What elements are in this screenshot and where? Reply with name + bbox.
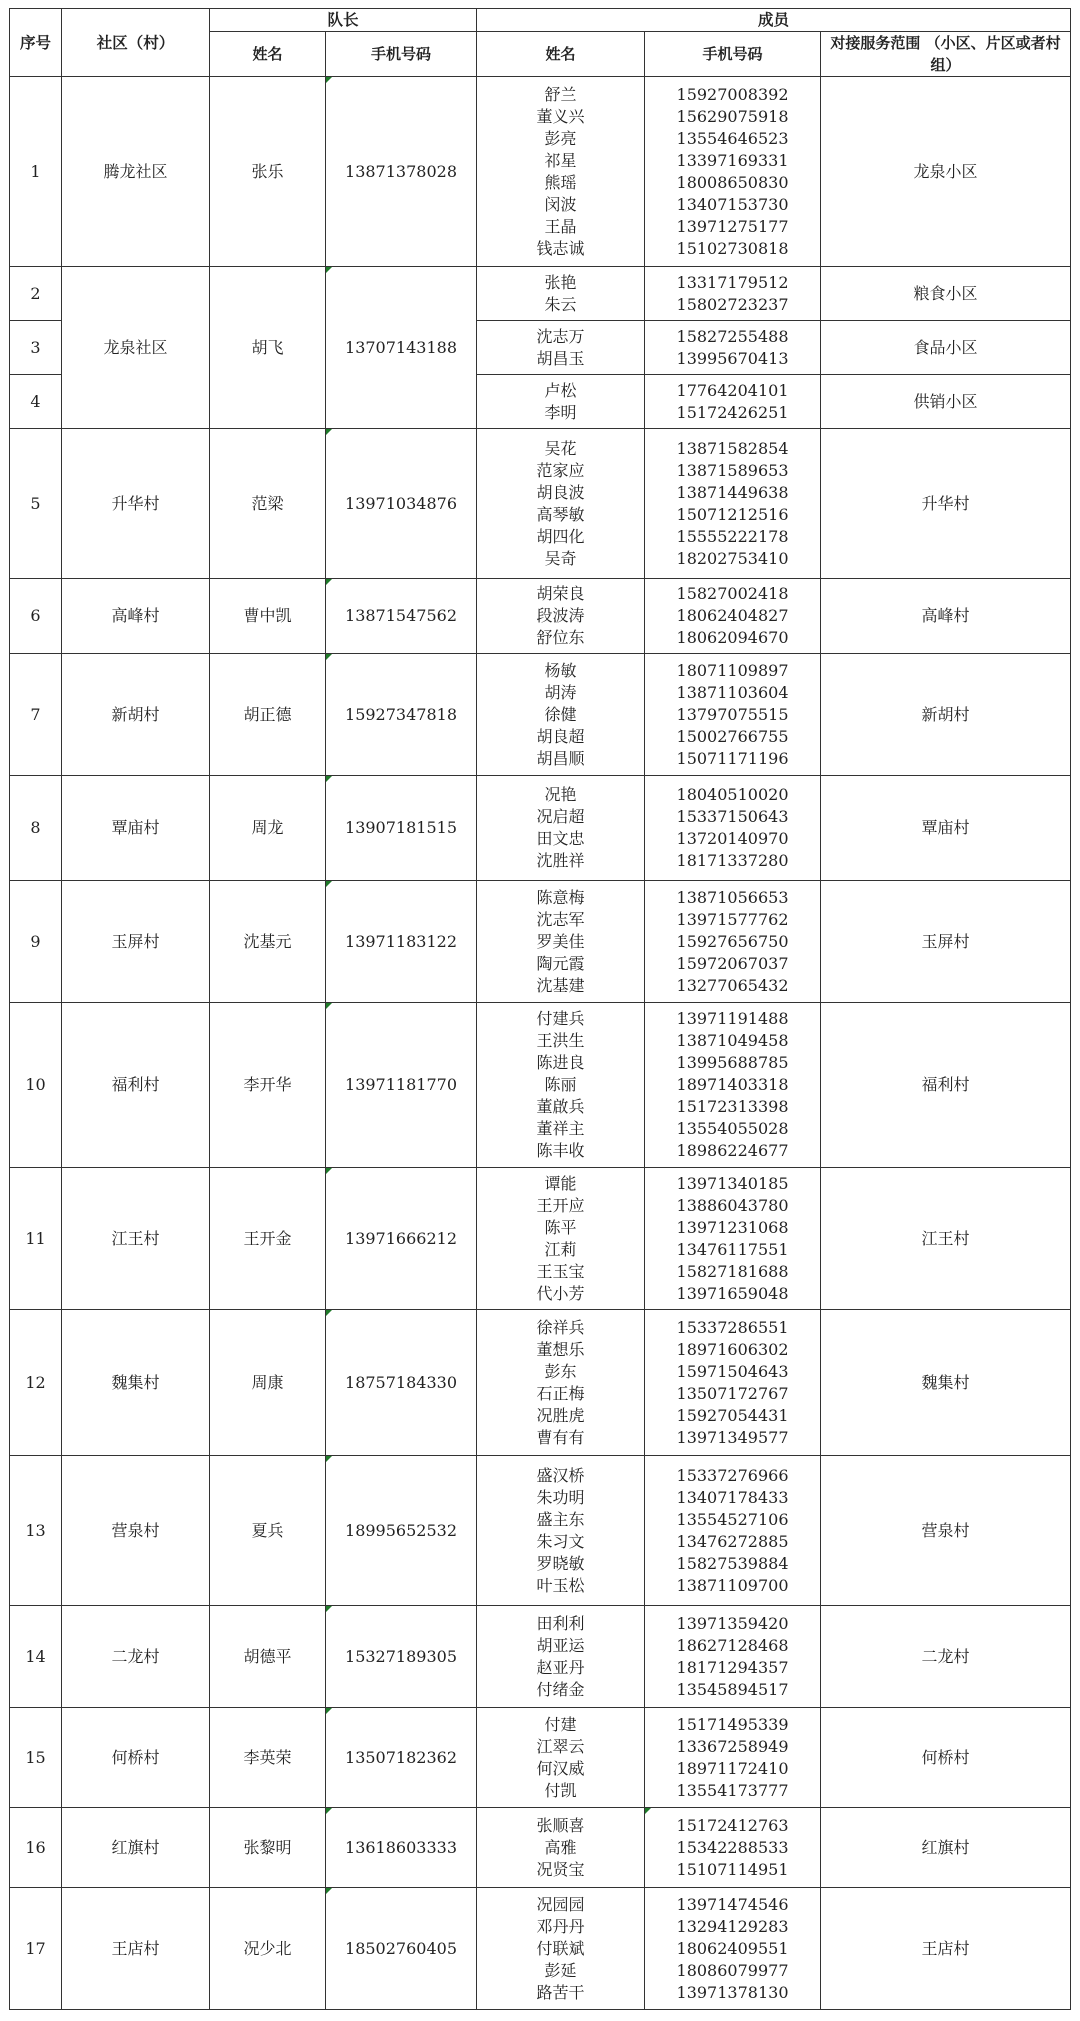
community-name: 红旗村: [62, 1808, 210, 1888]
member-phone: 13995670413: [676, 348, 789, 368]
member-phone: 13871103604: [676, 682, 789, 702]
member-name: 叶玉松: [536, 1575, 585, 1595]
header-seq: 序号: [10, 9, 62, 77]
service-range: 二龙村: [821, 1606, 1071, 1708]
member-phones: [645, 375, 821, 429]
member-name: 沈基建: [536, 975, 585, 995]
member-phone: 18040510020: [676, 785, 789, 804]
member-phone: 18171337280: [676, 851, 789, 870]
member-name: 付建兵: [536, 1009, 585, 1028]
member-phone: 13397169331: [676, 150, 789, 170]
member-phones: [645, 654, 821, 776]
service-range: 魏集村: [821, 1310, 1071, 1456]
member-name: 胡亚运: [536, 1635, 585, 1655]
service-range: 营泉村: [821, 1456, 1071, 1606]
member-name: 舒兰: [544, 84, 577, 104]
service-range: 覃庙村: [821, 776, 1071, 881]
member-names: [477, 429, 645, 579]
member-phone: 15071212516: [676, 504, 789, 524]
member-name: 陶元霞: [536, 953, 585, 973]
table-row: [10, 579, 1071, 654]
member-phone: 15827255488: [676, 326, 789, 346]
member-phone: 13797075515: [676, 704, 789, 724]
member-phone: 18202753410: [676, 548, 789, 568]
member-name: 吴花: [544, 438, 577, 458]
member-name: 江莉: [544, 1239, 577, 1259]
member-phones: [645, 1888, 821, 2010]
member-phones: [645, 1310, 821, 1456]
leader-phone: 15927347818: [326, 654, 477, 776]
leader-name: 胡德平: [210, 1606, 326, 1708]
member-names: [477, 267, 645, 321]
member-name: 董义兴: [536, 106, 585, 126]
leader-name: 况少北: [210, 1888, 326, 2010]
member-name: 陈意梅: [536, 887, 585, 907]
member-phone: 13554527106: [676, 1509, 789, 1529]
row-seq: 8: [10, 776, 62, 881]
community-name: 王店村: [62, 1888, 210, 2010]
member-names: [477, 1456, 645, 1606]
member-phones: [645, 429, 821, 579]
community-name: 升华村: [62, 429, 210, 579]
member-name: 王开应: [536, 1195, 585, 1215]
leader-name: 李英荣: [210, 1708, 326, 1808]
table-row: [10, 1708, 1071, 1808]
member-phone: 15002766755: [676, 726, 789, 746]
member-name: 卢松: [544, 380, 577, 400]
table-row: [10, 654, 1071, 776]
member-phone: 15337150643: [676, 807, 789, 826]
member-name: 高雅: [544, 1837, 577, 1857]
member-phone: 13886043780: [676, 1195, 789, 1215]
member-phone: 13871056653: [676, 887, 789, 907]
member-phone: 13545894517: [676, 1679, 789, 1699]
member-phone: 15629075918: [676, 106, 789, 126]
table-row: [10, 1808, 1071, 1888]
member-name: 谭能: [544, 1173, 577, 1193]
community-name: 江王村: [62, 1168, 210, 1310]
member-phone: 15802723237: [676, 294, 789, 314]
member-name: 范家应: [536, 460, 585, 480]
member-names: [477, 1003, 645, 1168]
row-seq: 5: [10, 429, 62, 579]
member-phone: 13871589653: [676, 460, 789, 480]
member-phone: 13554646523: [676, 128, 789, 148]
member-name: 王晶: [544, 216, 577, 236]
leader-phone: 13907181515: [326, 776, 477, 881]
leader-phone: 13871547562: [326, 579, 477, 654]
member-name: 董想乐: [536, 1339, 585, 1359]
member-phone: 15172426251: [676, 402, 789, 422]
row-seq: 12: [10, 1310, 62, 1456]
member-phone: 13407178433: [676, 1487, 789, 1507]
member-name: 李明: [544, 402, 577, 422]
member-phone: 18008650830: [676, 172, 789, 192]
member-phone: 13476272885: [676, 1531, 789, 1551]
leader-phone: 13971183122: [326, 881, 477, 1003]
member-name: 付联斌: [536, 1938, 585, 1958]
member-phone: 13971340185: [676, 1173, 789, 1193]
member-phone: 15342288533: [676, 1837, 789, 1857]
member-name: 徐祥兵: [536, 1317, 585, 1337]
row-seq: 13: [10, 1456, 62, 1606]
member-name: 胡涛: [544, 682, 577, 702]
table-row: [10, 1310, 1071, 1456]
member-names: [477, 881, 645, 1003]
member-names: [477, 776, 645, 881]
leader-phone: 13618603333: [326, 1808, 477, 1888]
member-phone: 15171495339: [676, 1714, 789, 1734]
header-leader-group: 队长: [210, 9, 477, 32]
service-range: 新胡村: [821, 654, 1071, 776]
table-row: [10, 1003, 1071, 1168]
member-phone: 18971172410: [676, 1758, 789, 1778]
leader-phone: 13871378028: [326, 77, 477, 267]
member-name: 张艳: [544, 272, 577, 292]
member-name: 胡良超: [536, 726, 585, 746]
table-row: [10, 1456, 1071, 1606]
leader-name: 胡正德: [210, 654, 326, 776]
member-name: 钱志诚: [536, 238, 585, 258]
leader-name: 周龙: [210, 776, 326, 881]
member-phone: 15972067037: [676, 953, 789, 973]
member-names: [477, 77, 645, 267]
leader-name: 张黎明: [210, 1808, 326, 1888]
service-range: 供销小区: [821, 375, 1071, 429]
community-name: 新胡村: [62, 654, 210, 776]
member-name: 杨敏: [544, 660, 577, 680]
member-phone: 18971403318: [676, 1075, 789, 1094]
leader-name: 张乐: [210, 77, 326, 267]
community-name: 魏集村: [62, 1310, 210, 1456]
team-roster-table: [9, 8, 1071, 2010]
member-name: 祁星: [544, 150, 577, 170]
row-seq: 10: [10, 1003, 62, 1168]
member-names: [477, 1708, 645, 1808]
member-name: 况胜虎: [536, 1405, 585, 1425]
member-phones: [645, 881, 821, 1003]
member-phone: 15337276966: [676, 1465, 789, 1485]
member-phone: 15555222178: [676, 526, 789, 546]
member-phone: 13971659048: [676, 1283, 789, 1303]
row-seq: 3: [10, 321, 62, 375]
member-name: 况艳: [544, 785, 577, 804]
member-phones: [645, 1808, 821, 1888]
member-phone: 15927656750: [676, 931, 789, 951]
header-member-name: 姓名: [477, 32, 645, 77]
member-name: 沈志万: [536, 326, 585, 346]
service-range: 高峰村: [821, 579, 1071, 654]
leader-name: 胡飞: [210, 267, 326, 429]
member-phone: 13367258949: [676, 1736, 789, 1756]
member-phone: 15107114951: [676, 1859, 789, 1879]
member-name: 付建: [544, 1714, 577, 1734]
service-range: 江王村: [821, 1168, 1071, 1310]
member-phone: 15927054431: [676, 1405, 789, 1425]
member-name: 胡昌顺: [536, 748, 585, 768]
member-phone: 13971577762: [676, 909, 789, 929]
leader-phone: 15327189305: [326, 1606, 477, 1708]
member-name: 陈丽: [544, 1075, 577, 1094]
member-phones: [645, 1708, 821, 1808]
member-name: 彭东: [544, 1361, 577, 1381]
community-name: 玉屏村: [62, 881, 210, 1003]
community-name: 腾龙社区: [62, 77, 210, 267]
member-phone: 13971275177: [676, 216, 789, 236]
member-name: 朱云: [544, 294, 577, 314]
header-leader-phone: 手机号码: [326, 32, 477, 77]
member-phone: 15172412763: [676, 1815, 789, 1835]
row-seq: 1: [10, 77, 62, 267]
member-name: 彭延: [544, 1960, 577, 1980]
service-range: 何桥村: [821, 1708, 1071, 1808]
member-phone: 18086079977: [676, 1960, 789, 1980]
leader-name: 李开华: [210, 1003, 326, 1168]
member-names: [477, 1888, 645, 2010]
member-phone: 18062404827: [676, 606, 789, 625]
member-name: 曹有有: [536, 1427, 585, 1447]
member-name: 王玉宝: [536, 1261, 585, 1281]
member-names: [477, 1808, 645, 1888]
member-name: 路苦干: [536, 1982, 585, 2002]
member-phones: [645, 1168, 821, 1310]
community-name: 覃庙村: [62, 776, 210, 881]
member-phone: 15172313398: [676, 1097, 789, 1116]
member-phone: 13294129283: [676, 1916, 789, 1936]
member-name: 朱习文: [536, 1531, 585, 1551]
member-phone: 18071109897: [676, 660, 789, 680]
row-seq: 11: [10, 1168, 62, 1310]
table-row: [10, 881, 1071, 1003]
leader-phone: 13971034876: [326, 429, 477, 579]
member-phone: 13476117551: [676, 1239, 789, 1259]
leader-phone: 18995652532: [326, 1456, 477, 1606]
member-name: 陈平: [544, 1217, 577, 1237]
member-name: 付绪金: [536, 1679, 585, 1699]
table-row: [10, 77, 1071, 267]
member-name: 况园园: [536, 1894, 585, 1914]
service-range: 粮食小区: [821, 267, 1071, 321]
member-name: 沈志军: [536, 909, 585, 929]
header-member-group: 成员: [477, 9, 1071, 32]
table-row: [10, 267, 1071, 321]
member-names: [477, 375, 645, 429]
row-seq: 14: [10, 1606, 62, 1708]
member-phone: 13971191488: [676, 1009, 789, 1028]
member-name: 闵波: [544, 194, 577, 214]
member-phone: 13277065432: [676, 975, 789, 995]
member-phones: [645, 1606, 821, 1708]
member-name: 彭亮: [544, 128, 577, 148]
member-phone: 15827002418: [676, 584, 789, 603]
member-name: 胡良波: [536, 482, 585, 502]
member-phone: 13995688785: [676, 1053, 789, 1072]
table-row: [10, 776, 1071, 881]
leader-name: 夏兵: [210, 1456, 326, 1606]
member-name: 徐健: [544, 704, 577, 724]
row-seq: 4: [10, 375, 62, 429]
member-names: [477, 579, 645, 654]
member-phone: 13871449638: [676, 482, 789, 502]
member-name: 董啟兵: [536, 1097, 585, 1116]
member-phone: 18627128468: [676, 1635, 789, 1655]
member-name: 王洪生: [536, 1031, 585, 1050]
member-phone: 13971231068: [676, 1217, 789, 1237]
member-phones: [645, 1003, 821, 1168]
row-seq: 17: [10, 1888, 62, 2010]
service-range: 食品小区: [821, 321, 1071, 375]
table-row: [10, 1168, 1071, 1310]
member-phone: 15927008392: [676, 84, 789, 104]
member-name: 罗美佳: [536, 931, 585, 951]
leader-phone: 13707143188: [326, 267, 477, 429]
service-range: 红旗村: [821, 1808, 1071, 1888]
member-names: [477, 321, 645, 375]
row-seq: 9: [10, 881, 62, 1003]
leader-phone: 13971181770: [326, 1003, 477, 1168]
member-name: 董祥主: [536, 1119, 585, 1138]
table-row: [10, 1606, 1071, 1708]
member-phones: [645, 579, 821, 654]
leader-phone: 18757184330: [326, 1310, 477, 1456]
member-name: 盛主东: [536, 1509, 585, 1529]
member-phone: 13554055028: [676, 1119, 789, 1138]
member-name: 罗晓敏: [536, 1553, 585, 1573]
member-name: 石正梅: [536, 1383, 585, 1403]
member-name: 付凯: [544, 1780, 577, 1800]
row-seq: 6: [10, 579, 62, 654]
member-phones: [645, 77, 821, 267]
header-community: 社区（村）: [62, 9, 210, 77]
member-name: 段波涛: [536, 606, 585, 625]
service-range: 福利村: [821, 1003, 1071, 1168]
member-phone: 13871049458: [676, 1031, 789, 1050]
member-phone: 18171294357: [676, 1657, 789, 1677]
member-phone: 13871109700: [676, 1575, 789, 1595]
member-name: 陈进良: [536, 1053, 585, 1072]
table-row: [10, 1888, 1071, 2010]
member-name: 舒位东: [536, 628, 585, 647]
member-phone: 13871582854: [676, 438, 789, 458]
community-name: 何桥村: [62, 1708, 210, 1808]
member-name: 吴奇: [544, 548, 577, 568]
community-name: 福利村: [62, 1003, 210, 1168]
member-name: 胡昌玉: [536, 348, 585, 368]
member-name: 田利利: [536, 1613, 585, 1633]
table-body: [10, 77, 1071, 2010]
member-phone: 18062409551: [676, 1938, 789, 1958]
row-seq: 15: [10, 1708, 62, 1808]
member-phones: [645, 267, 821, 321]
row-seq: 7: [10, 654, 62, 776]
member-phone: 13507172767: [676, 1383, 789, 1403]
member-phone: 13971378130: [676, 1982, 789, 2002]
member-name: 朱功明: [536, 1487, 585, 1507]
member-name: 胡荣良: [536, 584, 585, 603]
member-phone: 13720140970: [676, 829, 789, 848]
member-name: 况贤宝: [536, 1859, 585, 1879]
table-header: [10, 9, 1071, 77]
service-range: 玉屏村: [821, 881, 1071, 1003]
member-phones: [645, 1456, 821, 1606]
leader-name: 王开金: [210, 1168, 326, 1310]
member-name: 高琴敏: [536, 504, 585, 524]
member-phones: [645, 776, 821, 881]
header-leader-name: 姓名: [210, 32, 326, 77]
member-name: 江翠云: [536, 1736, 585, 1756]
member-name: 邓丹丹: [536, 1916, 585, 1936]
table-row: [10, 429, 1071, 579]
service-range: 升华村: [821, 429, 1071, 579]
member-phone: 15102730818: [676, 238, 789, 258]
member-phone: 13971359420: [676, 1613, 789, 1633]
member-phone: 15337286551: [676, 1317, 789, 1337]
header-member-phone: 手机号码: [645, 32, 821, 77]
member-phones: [645, 321, 821, 375]
leader-phone: 18502760405: [326, 1888, 477, 2010]
member-phone: 13971474546: [676, 1894, 789, 1914]
member-name: 代小芳: [536, 1283, 585, 1303]
member-phone: 15827181688: [676, 1261, 789, 1281]
service-range: 龙泉小区: [821, 77, 1071, 267]
row-seq: 2: [10, 267, 62, 321]
leader-name: 沈基元: [210, 881, 326, 1003]
member-name: 沈胜祥: [536, 851, 585, 870]
member-phone: 13407153730: [676, 194, 789, 214]
community-name: 营泉村: [62, 1456, 210, 1606]
member-phone: 15071171196: [676, 748, 789, 768]
member-name: 况启超: [536, 807, 585, 826]
member-name: 陈丰收: [536, 1141, 585, 1160]
member-names: [477, 654, 645, 776]
member-phone: 18986224677: [676, 1141, 789, 1160]
member-phone: 13971349577: [676, 1427, 789, 1447]
member-phone: 15827539884: [676, 1553, 789, 1573]
service-range: 王店村: [821, 1888, 1071, 2010]
member-phone: 13317179512: [676, 272, 789, 292]
member-phone: 13554173777: [676, 1780, 789, 1800]
member-name: 胡四化: [536, 526, 585, 546]
member-name: 田文忠: [536, 829, 585, 848]
member-name: 赵亚丹: [536, 1657, 585, 1677]
member-phone: 15971504643: [676, 1361, 789, 1381]
leader-phone: 13507182362: [326, 1708, 477, 1808]
header-service-range: 对接服务范围 （小区、片区或者村组）: [821, 32, 1071, 77]
member-name: 张顺喜: [536, 1815, 585, 1835]
member-name: 熊瑶: [544, 172, 577, 192]
leader-name: 范梁: [210, 429, 326, 579]
member-names: [477, 1606, 645, 1708]
leader-name: 曹中凯: [210, 579, 326, 654]
member-phone: 17764204101: [676, 380, 789, 400]
leader-phone: 13971666212: [326, 1168, 477, 1310]
member-name: 何汉威: [536, 1758, 585, 1778]
community-name: 高峰村: [62, 579, 210, 654]
member-names: [477, 1310, 645, 1456]
row-seq: 16: [10, 1808, 62, 1888]
member-names: [477, 1168, 645, 1310]
community-name: 龙泉社区: [62, 267, 210, 429]
member-phone: 18971606302: [676, 1339, 789, 1359]
member-phone: 18062094670: [676, 628, 789, 647]
member-name: 盛汉桥: [536, 1465, 585, 1485]
leader-name: 周康: [210, 1310, 326, 1456]
community-name: 二龙村: [62, 1606, 210, 1708]
